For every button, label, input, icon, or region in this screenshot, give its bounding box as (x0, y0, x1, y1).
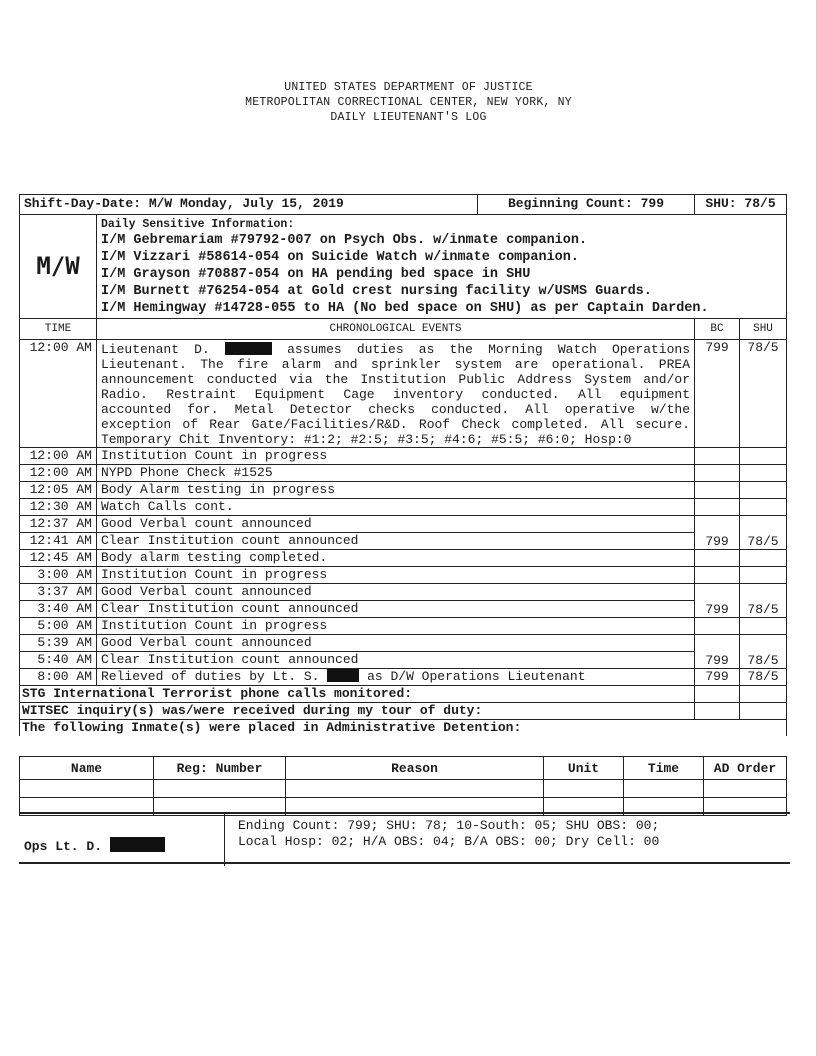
event-time: 8:00 AM (20, 669, 97, 686)
event-time: 3:00 AM (20, 567, 97, 584)
redaction-box (225, 342, 272, 355)
event-shu: 78/5 (740, 516, 787, 550)
header-department: UNITED STATES DEPARTMENT OF JUSTICE (284, 81, 533, 94)
witsec-inquiry: WITSEC inquiry(s) was/were received during my tour of duty: (20, 703, 695, 720)
event-text (97, 669, 695, 686)
stg-row (20, 686, 787, 703)
ad-col-unit: Unit (544, 757, 624, 780)
event-time: 12:30 AM (20, 499, 97, 516)
event-text: Watch Calls cont. (97, 499, 695, 516)
event-text: Good Verbal count announced (97, 584, 695, 601)
event-row (20, 601, 787, 618)
event-time: 12:05 AM (20, 482, 97, 499)
event-shu: 78/5 (740, 584, 787, 618)
event-text: Institution Count in progress (97, 567, 695, 584)
event-text: Body Alarm testing in progress (97, 482, 695, 499)
ending-count-line: Ending Count: 799; SHU: 78; 10-South: 05; SHU OBS: 00; (238, 818, 660, 833)
shu-count: SHU: 78/5 (695, 195, 787, 215)
shift-label: M/W (20, 215, 97, 319)
event-text (97, 340, 695, 448)
event-row (20, 499, 787, 516)
event-time: 12:45 AM (20, 550, 97, 567)
event-text: Clear Institution count announced (97, 601, 695, 618)
event-shu (740, 465, 787, 482)
event-text: NYPD Phone Check #1525 (97, 465, 695, 482)
column-header-row (20, 319, 787, 340)
event-bc: 799 (695, 584, 740, 618)
ad-cell (704, 780, 787, 798)
event-text-part: as D/W Operations Lieutenant (367, 669, 586, 684)
ad-cell (20, 780, 154, 798)
sensitive-line: I/M Gebremariam #79792-007 on Psych Obs. w/inmate companion. (101, 233, 588, 248)
header-log-title: DAILY LIEUTENANT'S LOG (330, 111, 487, 124)
event-shu (740, 482, 787, 499)
event-bc: 799 (695, 516, 740, 550)
event-shu: 78/5 (740, 635, 787, 669)
event-row (20, 635, 787, 652)
event-bc (695, 465, 740, 482)
event-row (20, 340, 787, 448)
event-bc (695, 618, 740, 635)
event-bc (695, 448, 740, 465)
event-text-part: assumes duties as the Morning Watch Operations Lieutenant. The fire alarm and sprinkler system are operational. PREA announcement conducted via the Institution Public Address System and/or Radio. Restraint Equipment Cage inventory conducted. All equipment accounted for. Metal Detector checks conducted. All operative w/the exception of Rear Gate/Facilities/R&D. Roof Check completed. All secure. Temporary Chit Inventory: #1:2; #2:5; #3:5; #4:6; #5:5; #6:0; Hosp:0 (101, 342, 691, 447)
event-time: 3:40 AM (20, 601, 97, 618)
event-time: 5:40 AM (20, 652, 97, 669)
ad-title-row (20, 720, 787, 737)
event-row (20, 567, 787, 584)
ad-col-time: Time (624, 757, 704, 780)
event-text: Good Verbal count announced (97, 516, 695, 533)
event-row (20, 465, 787, 482)
col-bc: BC (695, 319, 740, 340)
event-time: 5:00 AM (20, 618, 97, 635)
event-bc: 799 (695, 340, 740, 448)
event-text: Clear Institution count announced (97, 652, 695, 669)
event-shu: 78/5 (740, 669, 787, 686)
event-row (20, 669, 787, 686)
event-text: Institution Count in progress (97, 448, 695, 465)
event-text: Body alarm testing completed. (97, 550, 695, 567)
event-text: Clear Institution count announced (97, 533, 695, 550)
event-time: 5:39 AM (20, 635, 97, 652)
witsec-shu (740, 703, 787, 720)
event-row (20, 448, 787, 465)
event-shu (740, 618, 787, 635)
event-text-part: Relieved of duties by Lt. S. (101, 669, 320, 684)
ad-cell (544, 780, 624, 798)
event-bc (695, 499, 740, 516)
sensitive-line: I/M Burnett #76254-054 at Gold crest nursing facility w/USMS Guards. (101, 284, 652, 299)
event-time: 3:37 AM (20, 584, 97, 601)
event-row (20, 652, 787, 669)
ad-cell (154, 780, 286, 798)
daily-log-table (19, 194, 787, 736)
stg-monitored: STG International Terrorist phone calls monitored: (20, 686, 695, 703)
ad-title: The following Inmate(s) were placed in Administrative Detention: (20, 720, 787, 737)
event-time: 12:00 AM (20, 340, 97, 448)
event-row (20, 618, 787, 635)
event-bc: 799 (695, 635, 740, 669)
beginning-count: Beginning Count: 799 (478, 195, 695, 215)
event-text-part: Lieutenant D. (101, 342, 210, 357)
sensitive-line: I/M Vizzari #58614-054 on Suicide Watch w/inmate companion. (101, 250, 579, 265)
ad-col-ad-order: AD Order (704, 757, 787, 780)
ad-cell (286, 780, 544, 798)
event-row (20, 533, 787, 550)
event-bc (695, 482, 740, 499)
ops-lieutenant-label: Ops Lt. D. (24, 839, 103, 854)
stg-bc (695, 686, 740, 703)
event-row (20, 584, 787, 601)
event-time: 12:00 AM (20, 448, 97, 465)
header-facility: METROPOLITAN CORRECTIONAL CENTER, NEW YORK, NY (245, 96, 572, 109)
ending-count-box (224, 814, 659, 866)
table-row (20, 780, 787, 798)
event-row (20, 516, 787, 533)
ad-col-name: Name (20, 757, 154, 780)
event-text: Good Verbal count announced (97, 635, 695, 652)
ending-section (19, 812, 790, 864)
ops-lieutenant-signature (24, 837, 165, 854)
event-bc (695, 550, 740, 567)
event-bc (695, 567, 740, 584)
event-time: 12:00 AM (20, 465, 97, 482)
admin-detention-table (19, 756, 787, 816)
sensitive-line: I/M Grayson #70887-054 on HA pending bed space in SHU (101, 267, 531, 282)
ad-cell (624, 780, 704, 798)
redaction-box (327, 669, 359, 682)
event-text: Institution Count in progress (97, 618, 695, 635)
event-bc: 799 (695, 669, 740, 686)
redaction-box (110, 837, 165, 852)
shift-info-row (20, 195, 787, 215)
event-shu (740, 567, 787, 584)
stg-shu (740, 686, 787, 703)
event-shu (740, 448, 787, 465)
event-row (20, 550, 787, 567)
sensitive-line: I/M Hemingway #14728-055 to HA (No bed space on SHU) as per Captain Darden. (101, 301, 709, 316)
document-header (0, 80, 817, 125)
event-shu: 78/5 (740, 340, 787, 448)
witsec-row (20, 703, 787, 720)
event-shu (740, 550, 787, 567)
event-time: 12:37 AM (20, 516, 97, 533)
witsec-bc (695, 703, 740, 720)
shift-day-date: Shift-Day-Date: M/W Monday, July 15, 2019 (20, 195, 478, 215)
event-row (20, 482, 787, 499)
event-shu (740, 499, 787, 516)
col-time: TIME (20, 319, 97, 340)
event-time: 12:41 AM (20, 533, 97, 550)
ad-header-row (20, 757, 787, 780)
sensitive-info-title: Daily Sensitive Information: (101, 218, 295, 231)
ending-count-line: Local Hosp: 02; H/A OBS: 04; B/A OBS: 00; Dry Cell: 00 (238, 834, 660, 849)
sensitive-info-row (20, 215, 787, 319)
ad-col-reg-number: Reg: Number (154, 757, 286, 780)
sensitive-info (97, 215, 787, 319)
ad-col-reason: Reason (286, 757, 544, 780)
col-events: CHRONOLOGICAL EVENTS (97, 319, 695, 340)
col-shu: SHU (740, 319, 787, 340)
